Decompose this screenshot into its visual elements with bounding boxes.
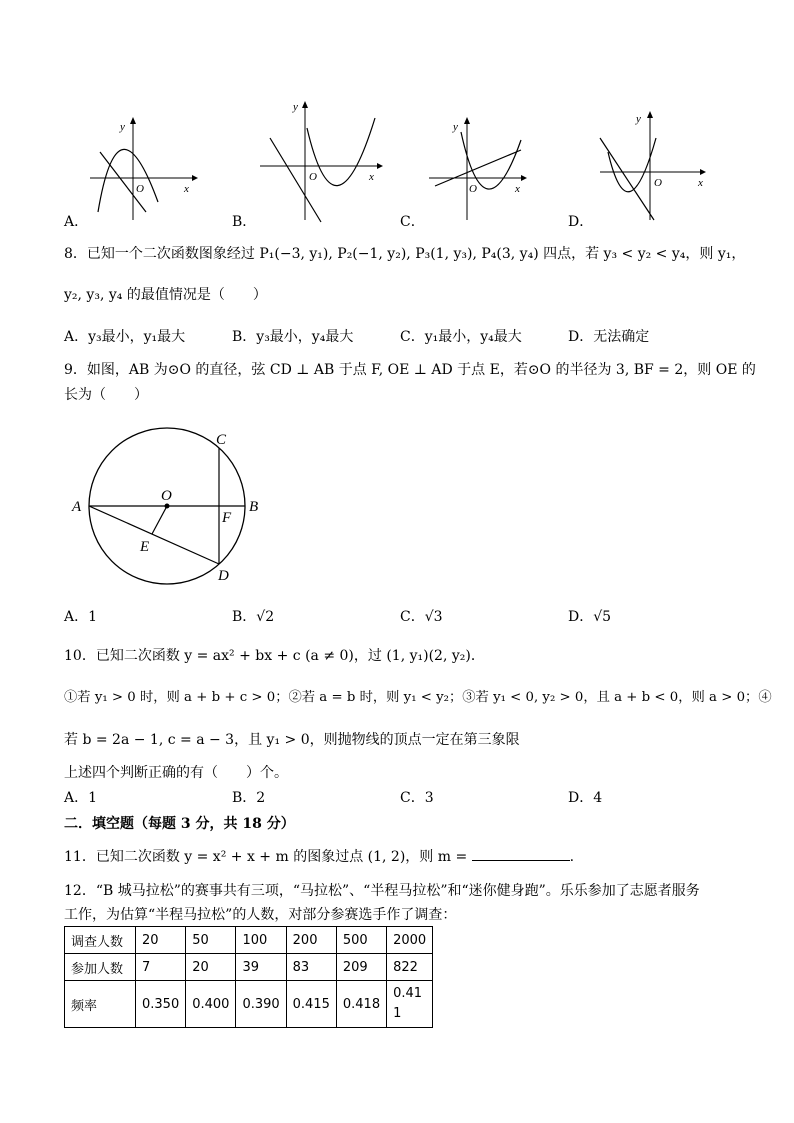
question-9-line-1: 9．如图，AB 为⊙O 的直径，弦 CD ⊥ AB 于点 F, OE ⊥ AD 于点 E，若⊙O 的半径为 3, BF = 2，则 OE 的 <box>64 362 756 378</box>
segment-oe <box>152 506 167 534</box>
label-f: F <box>222 510 232 526</box>
circle-figure <box>68 420 268 596</box>
graph-option-d <box>596 108 711 224</box>
row-header: 频率 <box>65 981 136 1028</box>
table-row <box>65 981 433 1028</box>
question-10-option-b: B．2 <box>232 790 266 806</box>
table-cell: 100 <box>236 927 286 954</box>
table-cell: 2000 <box>387 927 433 954</box>
table-cell: 0.415 <box>286 981 336 1028</box>
question-8-line-2: y₂, y₃, y₄ 的最值情况是（ ） <box>64 287 267 303</box>
answer-blank[interactable] <box>472 846 570 861</box>
question-8-option-d: D．无法确定 <box>568 329 650 345</box>
question-12-line-2: 工作，为估算“半程马拉松”的人数，对部分参赛选手作了调查： <box>64 907 457 923</box>
x-axis-label: x <box>515 183 520 195</box>
question-12-line-1: 12．“B 城马拉松”的赛事共有三项，“马拉松”、“半程马拉松”和“迷你健身跑”。乐乐参加了志愿者服务 <box>64 883 700 899</box>
question-10-line-1: 10．已知二次函数 y = ax² + bx + c (a ≠ 0)，过 (1, y₁)(2, y₂)． <box>64 648 485 664</box>
question-9-option-d: D．√5 <box>568 609 612 625</box>
graph-option-d-label: D． <box>568 214 594 230</box>
graph-option-a-label: A． <box>64 214 89 230</box>
survey-table <box>64 926 433 1028</box>
label-d: D <box>218 568 229 584</box>
section-2-title: 二．填空题（每题 3 分，共 18 分） <box>64 816 295 832</box>
origin-label: O <box>469 183 477 195</box>
question-8-option-c: C．y₁最小，y₄最大 <box>400 329 522 345</box>
question-9-option-c: C．√3 <box>400 609 443 625</box>
row-header: 调查人数 <box>65 927 136 954</box>
table-row <box>65 927 433 954</box>
question-10-line-2: ①若 y₁ > 0 时，则 a + b + c > 0；②若 a = b 时，则 y₁ < y₂；③若 y₁ < 0, y₂ > 0，且 a + b < 0，则 a > 0；④ <box>64 690 772 705</box>
table-cell: 0.418 <box>336 981 386 1028</box>
table-cell: 50 <box>186 927 236 954</box>
x-axis-label: x <box>184 183 189 195</box>
graph-option-b-label: B． <box>232 214 257 230</box>
table-cell: 0.400 <box>186 981 236 1028</box>
table-cell: 83 <box>286 954 336 981</box>
question-10-line-4: 上述四个判断正确的有（ ）个。 <box>64 765 288 781</box>
table-cell: 500 <box>336 927 386 954</box>
question-10-line-3: 若 b = 2a − 1, c = a − 3，且 y₁ > 0，则抛物线的顶点一定在第三象限 <box>64 732 520 748</box>
table-cell: 0.350 <box>136 981 186 1028</box>
origin-label: O <box>654 177 662 189</box>
question-10-option-a: A．1 <box>64 790 98 806</box>
graph-option-a <box>80 112 200 224</box>
table-cell: 7 <box>136 954 186 981</box>
question-9-option-a: A．1 <box>64 609 98 625</box>
x-axis-label: x <box>369 171 374 183</box>
question-11-period: . <box>569 849 575 865</box>
table-cell: 200 <box>286 927 336 954</box>
table-cell: 0.41 1 <box>387 981 433 1028</box>
segment-ad <box>89 506 219 564</box>
y-axis-label: y <box>120 121 125 133</box>
label-c: C <box>216 432 227 448</box>
question-11 <box>64 846 574 867</box>
y-axis-label: y <box>636 113 641 125</box>
table-row <box>65 954 433 981</box>
question-8-option-a: A．y₃最小，y₁最大 <box>64 329 186 345</box>
y-axis-label: y <box>453 121 458 133</box>
row-header: 参加人数 <box>65 954 136 981</box>
table-cell: 209 <box>336 954 386 981</box>
label-o: O <box>161 488 172 504</box>
label-a: A <box>72 499 82 515</box>
origin-label: O <box>136 183 144 195</box>
x-axis-label: x <box>698 177 703 189</box>
y-axis-label: y <box>293 101 298 113</box>
label-b: B <box>249 499 259 515</box>
question-10-option-c: C．3 <box>400 790 434 806</box>
question-8-line-1: 8．已知一个二次函数图象经过 P₁(−3, y₁), P₂(−1, y₂), P₃(1, y₃), P₄(3, y₄) 四点，若 y₃ < y₂ < y₄，则 y₁， <box>64 246 746 262</box>
question-8-option-b: B．y₃最小，y₄最大 <box>232 329 354 345</box>
graph-option-b <box>255 98 390 226</box>
table-cell: 822 <box>387 954 433 981</box>
center-point <box>165 504 170 509</box>
label-e: E <box>140 539 150 555</box>
table-cell: 39 <box>236 954 286 981</box>
question-9-option-b: B．√2 <box>232 609 275 625</box>
table-cell: 0.390 <box>236 981 286 1028</box>
graph-option-c-label: C． <box>400 214 425 230</box>
graph-option-c <box>425 112 535 224</box>
table-cell: 20 <box>136 927 186 954</box>
table-cell: 20 <box>186 954 236 981</box>
question-11-text: 11．已知二次函数 y = x² + x + m 的图象过点 (1, 2)，则 m = <box>64 849 468 865</box>
origin-label: O <box>309 171 317 183</box>
question-9-line-2: 长为（ ） <box>64 387 148 403</box>
question-10-option-d: D．4 <box>568 790 603 806</box>
